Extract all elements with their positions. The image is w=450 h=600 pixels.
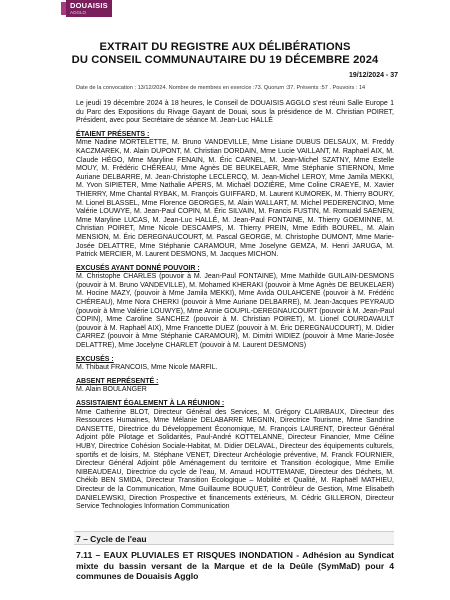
excuses-list: M. Thibaut FRANCOIS, Mme Nicole MARFIL. — [76, 364, 218, 372]
deliberation-item-title: 7.11 – EAUX PLUVIALES ET RISQUES INONDATION - Adhésion au Syndicat mixte du bassin versant de la Marque et de la Deûle (SymMaD) pour 4 communes de Douaisis Agglo — [76, 550, 394, 581]
presents-list: Mme Nadine MORTELETTE, M. Bruno VANDEVILLE, Mme Lisiane DUBUS DELSAUX, M. Freddy KACZMAREK, M. Alain DUPONT, M. Christian DORDAIN, Mme Lucie VAILLANT, M. Raphaël AIX, M. Claude HÉGO, Mme Maryline FENAIN, M. Éric CARNEL, M. Jean-Michel SZATNY, Mme Estelle MOUY, M. Frédéric CHÉREAU, Mme Agnès DE BEUKELAER, Mme Stéphanie STIERNON, Mme Auriane DELBARRE, M. Jean-Christophe LECLERCQ, M. Jean-Michel LEROY, Mme Jamila MEKKI, M. Yvon SIPIETER, Mme Nathalie APERS, M. Michaël DOZIÈRE, Mme Coline CRAEYE, M. Xavier THIERRY, Mme Chantal RYBAK, M. François GUIFFARD, M. Laurent KUMOREK, M. Thierry BOURY, M. Lionel BLASSEL, Mme Florence GEORGES, M. Alain WALLART, M. Michel PEDERENCINO, Mme Valérie LOUWYE, M. Jean-Paul COPIN, M. Éric SILVAIN, M. Francis FUSTIN, M. Romuald SAENEN, Mme Maryline LUCAS, M. Jean-Luc HALLÉ, M. Jean-Paul FONTAINE, M. Thierry GOEMINNE, M. Christian POIRET, Mme Nicole DESCAMPS, M. Thierry PREIN, Mme Edith BOUREL, M. Alain MENSION, M. Éric DEREGNAUCOURT, M. Pascal GEORGE, M. Christophe DUMONT, Mme Marie-Josée DELATTRE, Mme Stéphanie CARAMOUR, Mme Joselyne GEMZA, M. Henri JARUGA, M. Patrick MERCIER, M. Laurent DESMONS, M. Jacques MICHON. — [76, 139, 394, 259]
absent-heading: ABSENT REPRÉSENTÉ : — [76, 377, 159, 385]
assistaient-heading: ASSISTAIENT ÉGALEMENT À LA RÉUNION : — [76, 400, 225, 407]
intro-paragraph: Le jeudi 19 décembre 2024 à 18 heures, le Conseil de DOUAISIS AGGLO s'est réuni Salle Europe 1 du Parc des Expositions du Rivage Gayant de Douai, sous la présidence de M. Christian POIRET, Président, avec pour Secrétaire de séance M. Jean-Luc HALLÉ — [76, 100, 394, 125]
absent-list: M. Alain BOULANGER — [76, 386, 147, 394]
presents-heading: ÉTAIENT PRÉSENTS : — [76, 130, 150, 138]
excuses-pouvoir-heading: EXCUSÉS AYANT DONNÉ POUVOIR : — [76, 264, 200, 272]
assistaient-list: Mme Catherine BLOT, Directeur Général des Services, M. Grégory CLAIRBAUX, Directeur des Ressources Humaines, Mme Mélanie DELABARRE MEGNIN, Directrice Tourisme, Mme Sandrine DANSETTE, Directrice du Développement Économique, M. François LAURENT, Directeur Général Adjoint pôle Pilotage et Solidarités, Paul-André KOTTELANNE, Directeur Financier, Mme Céline HUBY, Directrice Cohésion Sociale-Habitat, M. Didier DELAVAL, Directeur des équipements culturels, sportifs et de loisirs, M. Stéphane VENET, Directeur Archéologie préventive, M. Franck FOURNIER, Directeur Général Adjoint pôle Aménagement du territoire et Transition écologique, Mme Emilie NIBEAUDEAU, Directrice du cycle de l'eau, M. Arnaud HOUTTEMANE, Directeur des Déchets, M. Chékib BEN SMIDA, Directeur Transition Écologique – Mobilité et Qualité, M. Raphaël MATHIEU, Directeur de la Communication, Mme Guillaume BOUQUET, Contrôleur de Gestion, Mme Elisabeth DANIELEWSKI, Direction Prospective et financements extérieurs, M. Cédric GILLERON, Directeur Service Technologies Information Communication — [76, 408, 394, 511]
logo-brand: DOUAISIS — [70, 1, 108, 10]
document-body — [76, 100, 394, 517]
logo-sub: AGGLO — [70, 10, 87, 15]
excuses-heading: EXCUSÉS : — [76, 355, 114, 363]
document-title-line2: DU CONSEIL COMMUNAUTAIRE DU 19 DÉCEMBRE 2024 — [71, 54, 379, 66]
document-title-line1: EXTRAIT DU REGISTRE AUX DÉLIBÉRATIONS — [99, 41, 351, 53]
excuses-pouvoir-list: M. Christophe CHARLES (pouvoir à M. Jean-Paul FONTAINE), Mme Mathilde GUILAIN-DESMONS (pouvoir à M. Bruno VANDEVILLE), M. Mohamed KHERAKI (pouvoir à Mme Agnès DE BEUKELAER) M. Hocine MAZY, (pouvoir à Mme Jamila MEKKI), Mme Avida OULAHCENE (pouvoir à M. Frédéric CHÉREAU), Mme Nora CHERKI (pouvoir à Mme Auriane DELBARRE), M. Jean-Jacques PEYRAUD (pouvoir à Mme Valérie LOUWYE), Mme Annie GOUPIL-DEREGNAUCOURT (pouvoir à M. Jean-Paul COPIN), Mme Caroline SANCHEZ (pouvoir à M. Christian POIRET), M. Lionel COURDAVAULT (pouvoir à M. Raphaël AIX), Mme Francette DUEZ (pouvoir à M. Éric DEREGNAUCOURT), M. Didier CARREZ (pouvoir à Mme Stéphanie CARAMOUR), M. Dimitri WIDIEZ (pouvoir à Mme Marie-Josée DELATTRE), Mme Jocelyne CHARLET (pouvoir à M. Laurent DESMONS) — [76, 273, 394, 350]
convocation-line: Date de la convocation : 13/12/2024. Nombre de membres en exercice :73. Quorum :37. Présents :57 . Pouvoirs : 14 — [76, 85, 366, 91]
douaisis-agglo-logo — [66, 0, 112, 17]
section-heading: 7 – Cycle de l'eau — [74, 531, 394, 545]
deliberation-reference: 19/12/2024 - 37 — [348, 72, 398, 79]
